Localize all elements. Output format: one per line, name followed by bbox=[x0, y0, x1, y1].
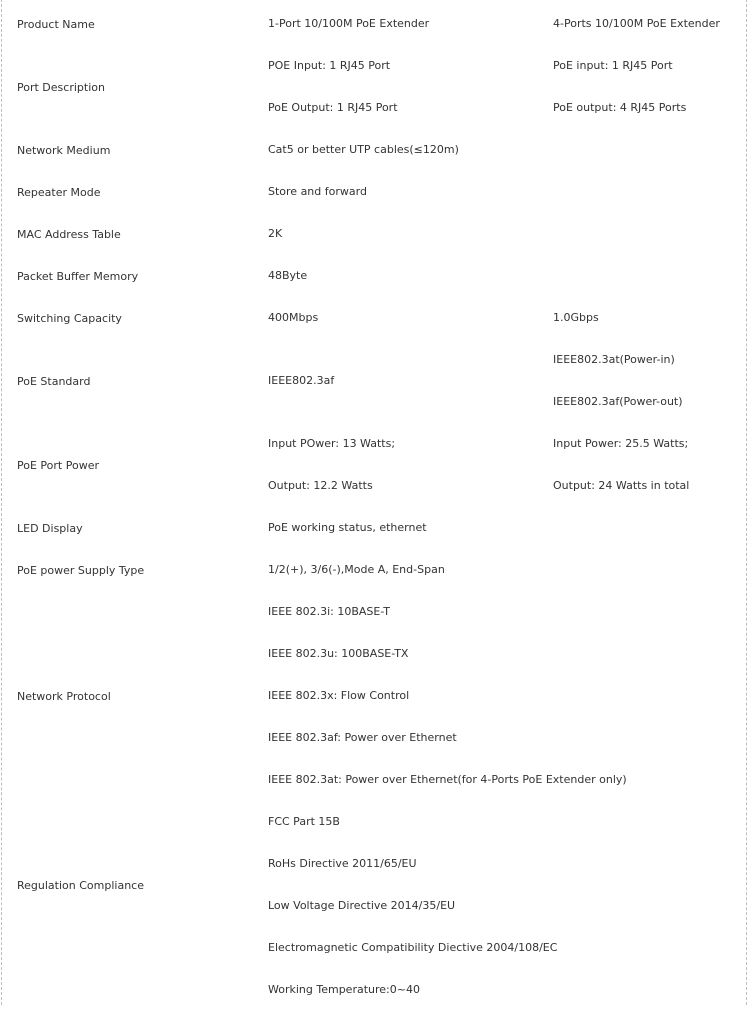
value-poe-standard-power-in: IEEE802.3at(Power-in) bbox=[553, 353, 675, 366]
value-protocol-802-3u: IEEE 802.3u: 100BASE-TX bbox=[268, 647, 409, 660]
label-network-medium: Network Medium bbox=[17, 143, 111, 157]
cell-product-name-4port bbox=[538, 3, 746, 45]
cell-switching-capacity-1port bbox=[253, 297, 538, 339]
row-poe-standard bbox=[2, 339, 746, 423]
value-port-output-1port: PoE Output: 1 RJ45 Port bbox=[268, 101, 398, 114]
cell-product-name-1port bbox=[253, 3, 538, 45]
label-product-name: Product Name bbox=[17, 17, 95, 31]
label-mac-table: MAC Address Table bbox=[17, 227, 121, 241]
label-network-protocol: Network Protocol bbox=[17, 689, 111, 703]
value-network-medium: Cat5 or better UTP cables(≤120m) bbox=[268, 143, 459, 156]
row-packet-buffer bbox=[2, 255, 746, 297]
cell-network-medium bbox=[253, 129, 746, 171]
value-input-power-4port: Input Power: 25.5 Watts; bbox=[553, 437, 689, 450]
value-repeater-mode: Store and forward bbox=[268, 185, 367, 198]
row-working-temperature bbox=[2, 969, 746, 1011]
value-switching-4port: 1.0Gbps bbox=[553, 311, 599, 324]
value-output-power-4port: Output: 24 Watts in total bbox=[553, 479, 690, 492]
value-port-input-1port: POE Input: 1 RJ45 Port bbox=[268, 59, 391, 72]
cell-led-display bbox=[253, 507, 746, 549]
label-led-display: LED Display bbox=[17, 521, 83, 535]
value-port-input-4port: PoE input: 1 RJ45 Port bbox=[553, 59, 673, 72]
label-port-description: Port Description bbox=[17, 80, 105, 94]
value-regulation-fcc: FCC Part 15B bbox=[268, 815, 340, 828]
cell-regulation-compliance bbox=[253, 801, 746, 969]
label-poe-standard: PoE Standard bbox=[17, 374, 91, 388]
row-led-display bbox=[2, 507, 746, 549]
row-mac-table bbox=[2, 213, 746, 255]
row-repeater-mode bbox=[2, 171, 746, 213]
cell-packet-buffer bbox=[253, 255, 746, 297]
value-working-temperature: Working Temperature:0~40 bbox=[268, 983, 420, 996]
value-poe-standard-1port: IEEE802.3af bbox=[268, 374, 335, 387]
value-protocol-802-3af: IEEE 802.3af: Power over Ethernet bbox=[268, 731, 457, 744]
value-switching-1port: 400Mbps bbox=[268, 311, 319, 324]
cell-mac-table bbox=[253, 213, 746, 255]
value-packet-buffer: 48Byte bbox=[268, 269, 308, 282]
label-working-temperature-empty bbox=[2, 969, 253, 1011]
cell-poe-port-power-1port bbox=[253, 423, 538, 507]
label-poe-port-power: PoE Port Power bbox=[17, 458, 99, 472]
cell-poe-standard-1port bbox=[253, 339, 538, 423]
value-protocol-802-3i: IEEE 802.3i: 10BASE-T bbox=[268, 605, 391, 618]
value-led-display: PoE working status, ethernet bbox=[268, 521, 427, 534]
value-poe-supply-type: 1/2(+), 3/6(-),Mode A, End-Span bbox=[268, 563, 445, 576]
value-regulation-lvd: Low Voltage Directive 2014/35/EU bbox=[268, 899, 456, 912]
label-regulation-compliance: Regulation Compliance bbox=[17, 878, 144, 892]
value-regulation-emc: Electromagnetic Compatibility Diective 2004/108/EC bbox=[268, 941, 558, 954]
row-port-description bbox=[2, 45, 746, 129]
label-packet-buffer: Packet Buffer Memory bbox=[17, 269, 139, 283]
row-product-name bbox=[2, 3, 746, 45]
value-port-output-4port: PoE output: 4 RJ45 Ports bbox=[553, 101, 687, 114]
value-protocol-802-3x: IEEE 802.3x: Flow Control bbox=[268, 689, 410, 702]
cell-repeater-mode bbox=[253, 171, 746, 213]
value-protocol-802-3at: IEEE 802.3at: Power over Ethernet(for 4-Ports PoE Extender only) bbox=[268, 773, 627, 786]
row-switching-capacity bbox=[2, 297, 746, 339]
cell-port-description-4port bbox=[538, 45, 746, 129]
row-network-protocol bbox=[2, 591, 746, 801]
cell-poe-port-power-4port bbox=[538, 423, 746, 507]
value-regulation-rohs: RoHs Directive 2011/65/EU bbox=[268, 857, 417, 870]
value-output-power-1port: Output: 12.2 Watts bbox=[268, 479, 373, 492]
value-input-power-1port: Input POwer: 13 Watts; bbox=[268, 437, 396, 450]
cell-port-description-1port bbox=[253, 45, 538, 129]
row-poe-supply-type bbox=[2, 549, 746, 591]
label-poe-supply-type: PoE power Supply Type bbox=[17, 563, 145, 577]
value-product-1port: 1-Port 10/100M PoE Extender bbox=[268, 17, 430, 30]
cell-network-protocol bbox=[253, 591, 746, 801]
cell-poe-supply-type bbox=[253, 549, 746, 591]
label-repeater-mode: Repeater Mode bbox=[17, 185, 101, 199]
row-regulation-compliance bbox=[2, 801, 746, 969]
label-switching-capacity: Switching Capacity bbox=[17, 311, 122, 325]
cell-switching-capacity-4port bbox=[538, 297, 746, 339]
value-poe-standard-power-out: IEEE802.3af(Power-out) bbox=[553, 395, 683, 408]
cell-working-temperature bbox=[253, 969, 746, 1011]
row-network-medium bbox=[2, 129, 746, 171]
row-poe-port-power bbox=[2, 423, 746, 507]
spec-table bbox=[2, 3, 746, 1011]
value-mac-table: 2K bbox=[268, 227, 283, 240]
cell-poe-standard-4port bbox=[538, 339, 746, 423]
value-product-4port: 4-Ports 10/100M PoE Extender bbox=[553, 17, 720, 30]
